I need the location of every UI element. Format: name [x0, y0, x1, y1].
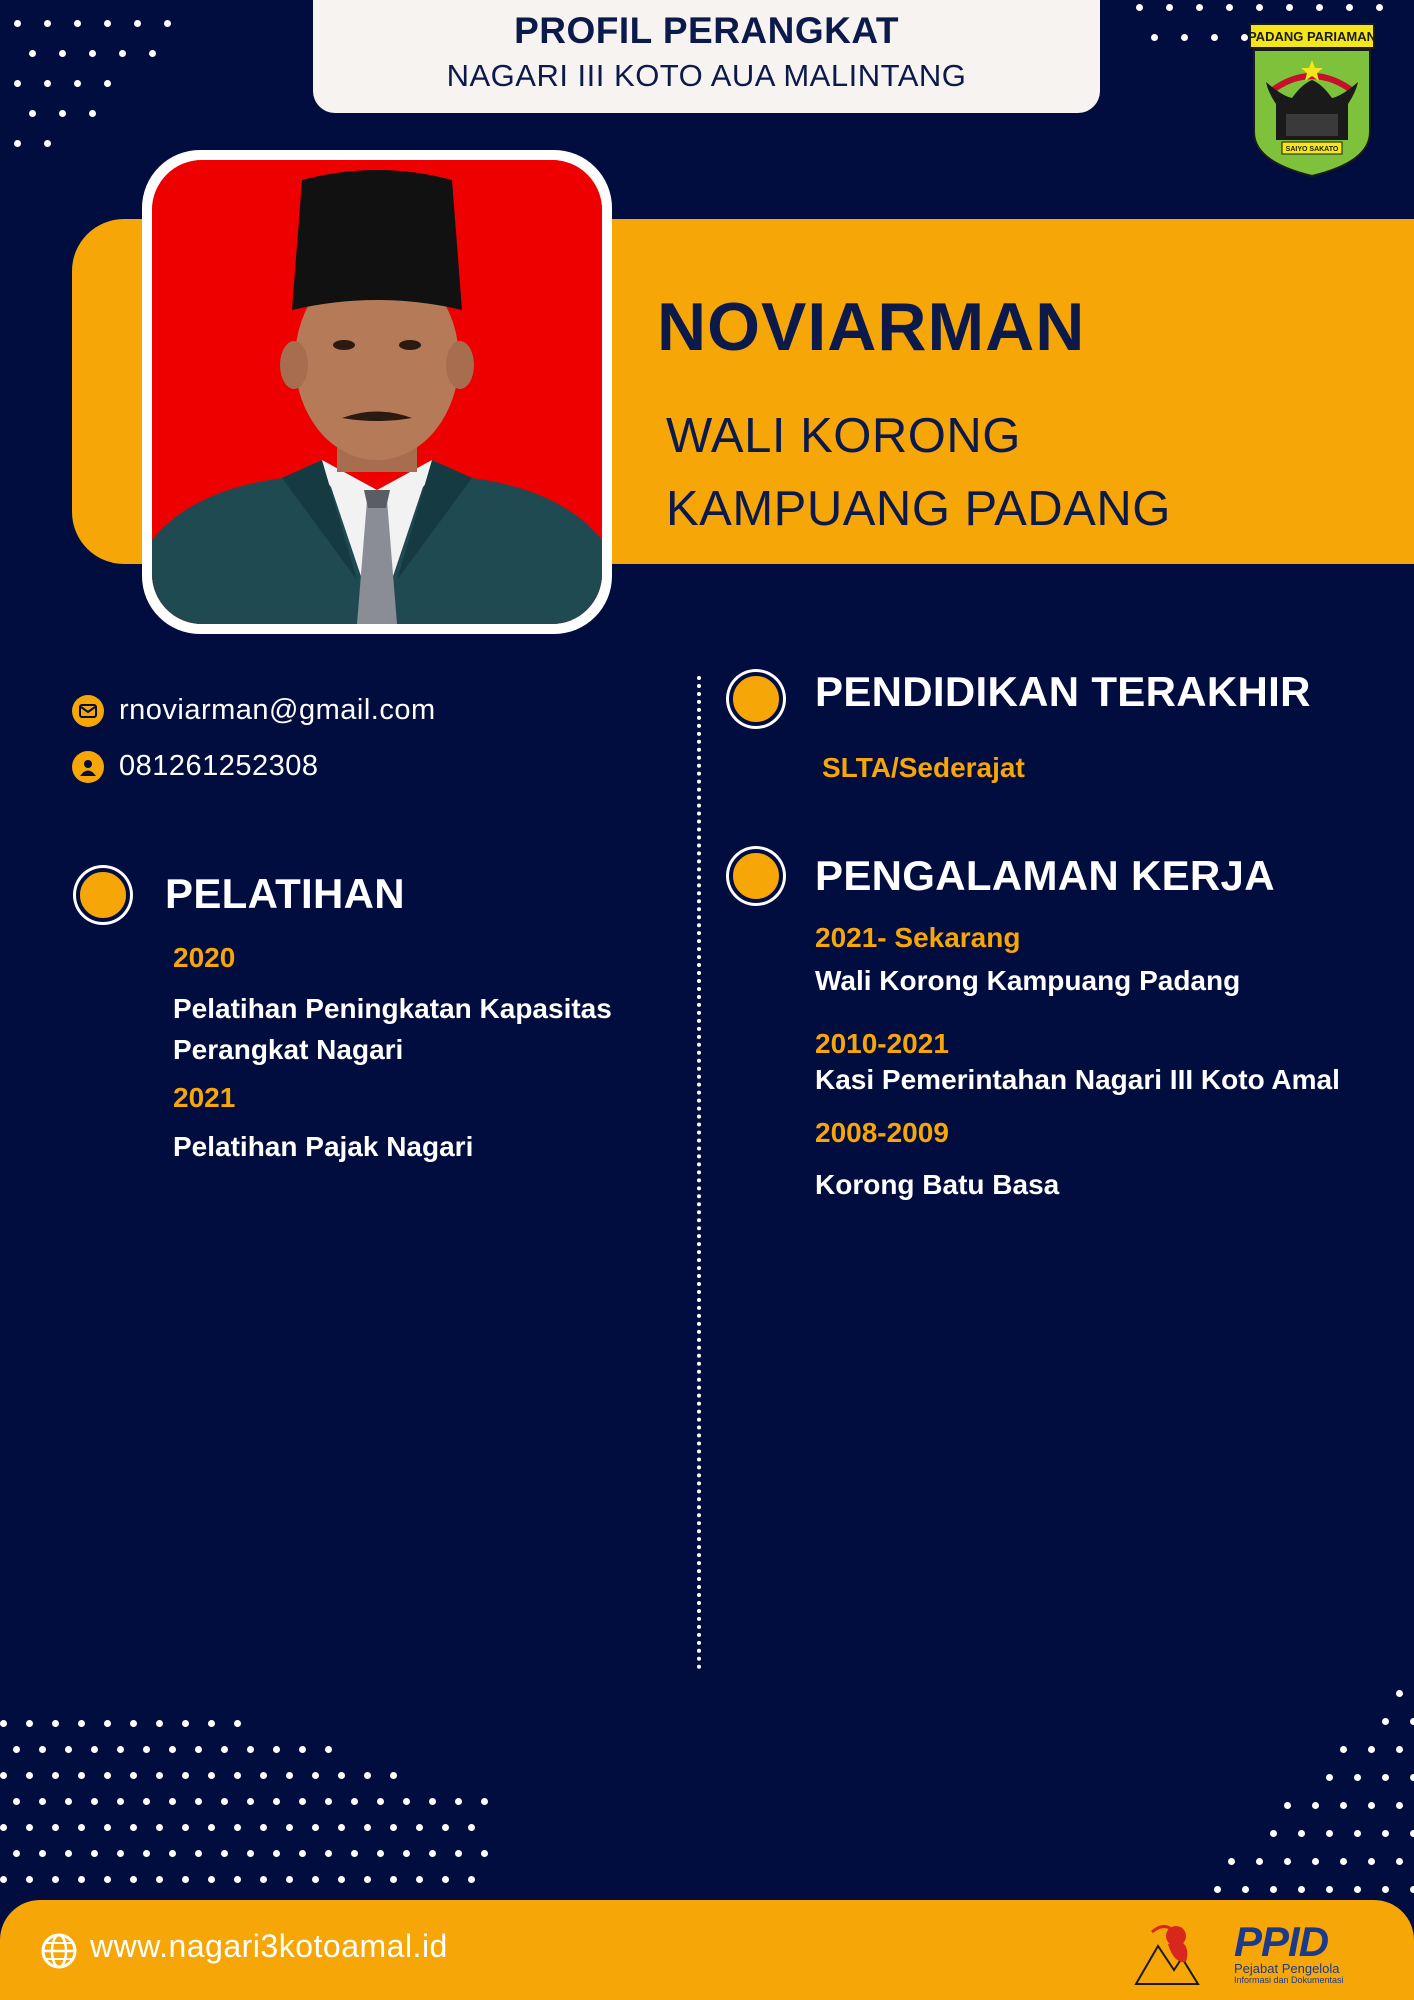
decorative-dot [1326, 1774, 1333, 1781]
decorative-dot [59, 50, 66, 57]
decorative-dot [468, 1876, 475, 1883]
decorative-dot [208, 1720, 215, 1727]
decorative-dot [91, 1798, 98, 1805]
decorative-dot [52, 1824, 59, 1831]
pelatihan-year-2: 2021 [173, 1082, 236, 1113]
decorative-dot [182, 1876, 189, 1883]
decorative-dot [26, 1720, 33, 1727]
decorative-dot [130, 1720, 137, 1727]
decorative-dot [104, 80, 111, 87]
pelatihan-bullet-icon [76, 868, 130, 922]
decorative-dot [1346, 4, 1353, 11]
decorative-dot [13, 1850, 20, 1857]
decorative-dot [13, 1746, 20, 1753]
decorative-dot [1326, 1886, 1333, 1893]
decorative-dot [1382, 1718, 1389, 1725]
decorative-dot [1181, 34, 1188, 41]
decorative-dot [13, 1798, 20, 1805]
decorative-dot [390, 1876, 397, 1883]
decorative-dot [91, 1850, 98, 1857]
decorative-dot [234, 1824, 241, 1831]
pelatihan-item-1: Pelatihan Peningkatan Kapasitas Perangkat Nagari [173, 993, 612, 1065]
decorative-dot [44, 80, 51, 87]
pengalaman-role-1: Wali Korong Kampuang Padang [815, 965, 1241, 996]
decorative-dot [169, 1798, 176, 1805]
decorative-dot [143, 1746, 150, 1753]
decorative-dot [78, 1720, 85, 1727]
ppid-line-1: Pejabat Pengelola [1234, 1961, 1340, 1976]
decorative-dot [455, 1850, 462, 1857]
decorative-dot [130, 1772, 137, 1779]
decorative-dot [117, 1798, 124, 1805]
decorative-dot [1136, 4, 1143, 11]
decorative-dot [390, 1824, 397, 1831]
decorative-dot [0, 1720, 7, 1727]
decorative-dot [74, 20, 81, 27]
decorative-dot [195, 1798, 202, 1805]
decorative-dot [1151, 34, 1158, 41]
decorative-dot [117, 1850, 124, 1857]
decorative-dot [1270, 1886, 1277, 1893]
pendidikan-title: PENDIDIKAN TERAKHIR [815, 668, 1311, 715]
decorative-dot [195, 1746, 202, 1753]
decorative-dot [1284, 1858, 1291, 1865]
decorative-dot [1376, 4, 1383, 11]
decorative-dot [1256, 4, 1263, 11]
mascot-logo [1128, 1918, 1202, 1988]
decorative-dot [78, 1824, 85, 1831]
decorative-dot [65, 1850, 72, 1857]
decorative-dot [1396, 1746, 1403, 1753]
pengalaman-title: PENGALAMAN KERJA [815, 852, 1275, 899]
decorative-dot [364, 1772, 371, 1779]
decorative-dot [169, 1746, 176, 1753]
decorative-dot [455, 1798, 462, 1805]
pengalaman-year-2: 2010-2021 [815, 1028, 949, 1059]
decorative-dot [1226, 4, 1233, 11]
decorative-dot [182, 1720, 189, 1727]
decorative-dot [130, 1824, 137, 1831]
decorative-dot [351, 1850, 358, 1857]
pelatihan-title: PELATIHAN [165, 870, 405, 917]
decorative-dot [403, 1850, 410, 1857]
decorative-dot [14, 80, 21, 87]
decorative-dot [89, 50, 96, 57]
decorative-dot [65, 1798, 72, 1805]
decorative-dot [26, 1824, 33, 1831]
decorative-dot [156, 1720, 163, 1727]
decorative-dot [74, 80, 81, 87]
decorative-dot [208, 1772, 215, 1779]
decorative-dot [416, 1824, 423, 1831]
decorative-dot [182, 1772, 189, 1779]
decorative-dot [104, 20, 111, 27]
decorative-dot [169, 1850, 176, 1857]
user-icon [72, 751, 104, 783]
decorative-dot [52, 1876, 59, 1883]
decorative-dot [65, 1746, 72, 1753]
decorative-dot [403, 1798, 410, 1805]
decorative-dot [260, 1876, 267, 1883]
decorative-dot [247, 1850, 254, 1857]
decorative-dot [273, 1850, 280, 1857]
decorative-dot [1298, 1886, 1305, 1893]
decorative-dot [156, 1824, 163, 1831]
decorative-dot [1354, 1830, 1361, 1837]
decorative-dot [286, 1876, 293, 1883]
decorative-dot [195, 1850, 202, 1857]
decorative-dot [104, 1824, 111, 1831]
decorative-dot [247, 1798, 254, 1805]
decorative-dot [1340, 1746, 1347, 1753]
decorative-dot [164, 20, 171, 27]
contact-email[interactable]: rnoviarman@gmail.com [119, 694, 436, 726]
decorative-dot [104, 1772, 111, 1779]
decorative-dot [1410, 1718, 1414, 1725]
decorative-dot [247, 1746, 254, 1753]
pendidikan-value: SLTA/Sederajat [822, 752, 1025, 783]
contact-phone[interactable]: 081261252308 [119, 750, 319, 782]
decorative-dot [234, 1720, 241, 1727]
decorative-dot [377, 1798, 384, 1805]
decorative-dot [1368, 1802, 1375, 1809]
profile-photo [152, 160, 602, 624]
decorative-dot [89, 110, 96, 117]
decorative-dot [1196, 4, 1203, 11]
decorative-dot [104, 1876, 111, 1883]
decorative-dot [26, 1876, 33, 1883]
person-name: NOVIARMAN [657, 289, 1086, 365]
decorative-dot [234, 1876, 241, 1883]
decorative-dot [1270, 1830, 1277, 1837]
decorative-dot [273, 1798, 280, 1805]
pendidikan-bullet-icon [729, 672, 783, 726]
contact-phone-row [72, 750, 319, 783]
decorative-dot [377, 1850, 384, 1857]
decorative-dot [52, 1720, 59, 1727]
footer-bar [0, 1900, 1414, 2000]
decorative-dot [1368, 1746, 1375, 1753]
decorative-dot [325, 1746, 332, 1753]
decorative-dot [221, 1798, 228, 1805]
decorative-dot [221, 1746, 228, 1753]
decorative-dot [1396, 1802, 1403, 1809]
decorative-dot [1354, 1774, 1361, 1781]
decorative-dot [1368, 1858, 1375, 1865]
decorative-dot [1410, 1774, 1414, 1781]
decorative-dot [29, 110, 36, 117]
decorative-dot [1382, 1886, 1389, 1893]
contact-email-row [72, 694, 436, 727]
profile-photo-frame [142, 150, 612, 634]
decorative-dot [134, 20, 141, 27]
decorative-dot [39, 1746, 46, 1753]
decorative-dot [39, 1850, 46, 1857]
decorative-dot [0, 1876, 7, 1883]
mail-icon [72, 695, 104, 727]
decorative-dot [1410, 1830, 1414, 1837]
decorative-dot [143, 1850, 150, 1857]
header-card [313, 0, 1100, 113]
pengalaman-bullet-icon [729, 849, 783, 903]
decorative-dot [1166, 4, 1173, 11]
decorative-dot [182, 1824, 189, 1831]
website-link[interactable]: www.nagari3kotoamal.id [90, 1928, 448, 1964]
pelatihan-year-1: 2020 [173, 942, 236, 973]
decorative-dot [364, 1876, 371, 1883]
decorative-dot [26, 1772, 33, 1779]
decorative-dot [39, 1798, 46, 1805]
position-line-2: KAMPUANG PADANG [666, 482, 1171, 536]
decorative-dot [0, 1772, 7, 1779]
ppid-wordmark: PPID [1234, 1918, 1329, 1965]
decorative-dot [78, 1876, 85, 1883]
decorative-dot [1340, 1802, 1347, 1809]
decorative-dot [1382, 1830, 1389, 1837]
decorative-dot [338, 1876, 345, 1883]
decorative-dot [325, 1798, 332, 1805]
decorative-dot [351, 1798, 358, 1805]
decorative-dot [52, 1772, 59, 1779]
decorative-dot [0, 1824, 7, 1831]
globe-icon [40, 1932, 78, 1970]
decorative-dot [1316, 4, 1323, 11]
decorative-dot [143, 1798, 150, 1805]
decorative-dot [481, 1850, 488, 1857]
ppid-line-2: Informasi dan Dokumentasi [1234, 1975, 1344, 1985]
decorative-dot [312, 1772, 319, 1779]
decorative-dot [29, 50, 36, 57]
position-line-1: WALI KORONG [666, 409, 1021, 463]
decorative-dot [1211, 34, 1218, 41]
decorative-dot [14, 20, 21, 27]
person-position [666, 400, 1171, 546]
decorative-dot [273, 1746, 280, 1753]
ppid-logo [1234, 1918, 1374, 1985]
decorative-dot [1354, 1886, 1361, 1893]
decorative-dot [1298, 1830, 1305, 1837]
decorative-dot [1312, 1858, 1319, 1865]
decorative-dot [1326, 1830, 1333, 1837]
page-title: PROFIL PERANGKAT [514, 10, 899, 51]
decorative-dot [156, 1772, 163, 1779]
pengalaman-role-3: Korong Batu Basa [815, 1169, 1060, 1200]
decorative-dot [1214, 1886, 1221, 1893]
decorative-dot [1410, 1886, 1414, 1893]
decorative-dot [44, 20, 51, 27]
decorative-dot [1286, 4, 1293, 11]
decorative-dot [91, 1746, 98, 1753]
decorative-dot [44, 140, 51, 147]
decorative-dot [119, 50, 126, 57]
decorative-dot [299, 1746, 306, 1753]
decorative-dot [325, 1850, 332, 1857]
decorative-dot [149, 50, 156, 57]
logo-label: PADANG PARIAMAN [1248, 29, 1376, 44]
decorative-dot [312, 1824, 319, 1831]
decorative-dot [364, 1824, 371, 1831]
decorative-dot [117, 1746, 124, 1753]
decorative-dot [338, 1772, 345, 1779]
decorative-dot [1382, 1774, 1389, 1781]
decorative-dot [59, 110, 66, 117]
decorative-dot [1284, 1802, 1291, 1809]
decorative-dot [104, 1720, 111, 1727]
decorative-dot [299, 1798, 306, 1805]
decorative-dot [234, 1772, 241, 1779]
decorative-dot [299, 1850, 306, 1857]
decorative-dot [429, 1850, 436, 1857]
decorative-dot [1228, 1858, 1235, 1865]
decorative-dot [416, 1876, 423, 1883]
decorative-dot [260, 1772, 267, 1779]
decorative-dot [208, 1876, 215, 1883]
decorative-dot [468, 1824, 475, 1831]
decorative-dot [208, 1824, 215, 1831]
pengalaman-year-3: 2008-2009 [815, 1117, 949, 1148]
decorative-dot [481, 1798, 488, 1805]
decorative-dot [1340, 1858, 1347, 1865]
decorative-dot [442, 1824, 449, 1831]
decorative-dot [442, 1876, 449, 1883]
decorative-dot [1396, 1690, 1403, 1697]
padang-pariaman-logo [1248, 22, 1376, 178]
decorative-dot [338, 1824, 345, 1831]
logo-motto: SAIYO SAKATO [1285, 146, 1339, 153]
decorative-dot [1312, 1802, 1319, 1809]
decorative-dot [1256, 1858, 1263, 1865]
decorative-dot [286, 1772, 293, 1779]
decorative-dot [312, 1876, 319, 1883]
column-divider [697, 676, 701, 1670]
pengalaman-year-1: 2021- Sekarang [815, 922, 1021, 953]
pengalaman-role-2: Kasi Pemerintahan Nagari III Koto Amal [815, 1064, 1340, 1095]
decorative-dot [221, 1850, 228, 1857]
pelatihan-item-2: Pelatihan Pajak Nagari [173, 1131, 474, 1162]
decorative-dot [286, 1824, 293, 1831]
decorative-dot [390, 1772, 397, 1779]
decorative-dot [156, 1876, 163, 1883]
decorative-dot [1396, 1858, 1403, 1865]
decorative-dot [14, 140, 21, 147]
page-subtitle: NAGARI III KOTO AUA MALINTANG [446, 58, 967, 93]
decorative-dot [429, 1798, 436, 1805]
decorative-dot [1242, 1886, 1249, 1893]
decorative-dot [78, 1772, 85, 1779]
decorative-dot [1241, 34, 1248, 41]
decorative-dot [260, 1824, 267, 1831]
decorative-dot [130, 1876, 137, 1883]
